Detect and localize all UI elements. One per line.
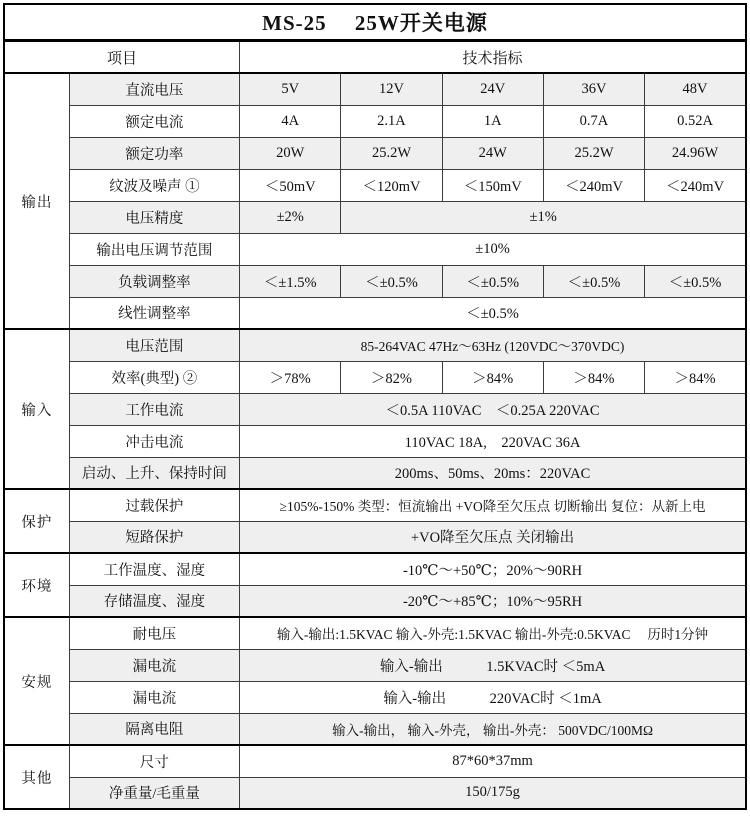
row-label: 工作温度、湿度: [69, 553, 239, 585]
spec-value-cell: ＜±0.5%: [645, 265, 746, 297]
spec-value-cell: ±2%: [240, 201, 341, 233]
row-label: 短路保护: [69, 521, 239, 553]
spec-value-cell: 150/175g: [240, 777, 746, 809]
spec-value-cell: ＜50mV: [240, 169, 341, 201]
group-label: 其他: [4, 745, 69, 809]
spec-value-cell: 200ms、50ms、20ms：220VAC: [240, 457, 746, 489]
group-label: 输入: [4, 329, 69, 489]
group-label: 环境: [4, 553, 69, 617]
spec-value-cell: ＜±1.5%: [240, 265, 341, 297]
table-row: [4, 713, 746, 745]
table-row: [4, 329, 746, 361]
row-label: 纹波及噪声 ①: [69, 169, 239, 201]
row-label: 额定电流: [69, 105, 239, 137]
row-label: 直流电压: [69, 73, 239, 105]
row-label: 线性调整率: [69, 297, 239, 329]
page-title: MS-25 25W开关电源: [4, 4, 746, 41]
spec-value-cell: 5V: [240, 73, 341, 105]
spec-value-cell: 36V: [543, 73, 644, 105]
spec-value-cell: ＜0.5A 110VAC ＜0.25A 220VAC: [240, 393, 746, 425]
spec-value-cell: 1A: [442, 105, 543, 137]
row-label: 工作电流: [69, 393, 239, 425]
spec-value-cell: ＜150mV: [442, 169, 543, 201]
row-label: 过载保护: [69, 489, 239, 521]
table-row: [4, 169, 746, 201]
row-label: 输出电压调节范围: [69, 233, 239, 265]
spec-value-cell: ≥105%-150% 类型：恒流输出 +VO降至欠压点 切断输出 复位：从新上电: [240, 489, 746, 521]
row-label: 耐电压: [69, 617, 239, 649]
spec-value-cell: ±10%: [240, 233, 746, 265]
group-label: 保护: [4, 489, 69, 553]
table-row: [4, 489, 746, 521]
spec-value-cell: 输入-输出 220VAC时 ＜1mA: [240, 681, 746, 713]
table-row: [4, 297, 746, 329]
spec-value-cell: 48V: [645, 73, 746, 105]
spec-value-cell: 输入-输出， 输入-外壳， 输出-外壳： 500VDC/100MΩ: [240, 713, 746, 745]
spec-sheet: [3, 3, 747, 810]
spec-value-cell: ＞84%: [645, 361, 746, 393]
spec-value-cell: ±1%: [341, 201, 746, 233]
spec-value-cell: 0.7A: [543, 105, 644, 137]
row-label: 净重量/毛重量: [69, 777, 239, 809]
spec-value-cell: 20W: [240, 137, 341, 169]
group-label: 安规: [4, 617, 69, 745]
row-label: 尺寸: [69, 745, 239, 777]
spec-table-body: [4, 73, 746, 809]
table-row: [4, 361, 746, 393]
row-label: 启动、上升、保持时间: [69, 457, 239, 489]
spec-value-cell: ＞82%: [341, 361, 442, 393]
table-row: [4, 265, 746, 297]
spec-value-cell: ＜±0.5%: [240, 297, 746, 329]
spec-value-cell: 2.1A: [341, 105, 442, 137]
row-label: 负载调整率: [69, 265, 239, 297]
spec-value-cell: 24V: [442, 73, 543, 105]
row-label: 额定功率: [69, 137, 239, 169]
row-label: 电压范围: [69, 329, 239, 361]
header-row: [4, 41, 746, 74]
spec-value-cell: ＞84%: [442, 361, 543, 393]
table-row: [4, 105, 746, 137]
table-row: [4, 233, 746, 265]
column-header-item: 项目: [4, 41, 240, 74]
spec-value-cell: 25.2W: [341, 137, 442, 169]
spec-value-cell: 12V: [341, 73, 442, 105]
table-row: [4, 745, 746, 777]
row-label: 冲击电流: [69, 425, 239, 457]
table-row: [4, 521, 746, 553]
table-row: [4, 585, 746, 617]
row-label: 漏电流: [69, 649, 239, 681]
row-label: 存储温度、湿度: [69, 585, 239, 617]
spec-value-cell: ＜±0.5%: [442, 265, 543, 297]
row-label: 效率(典型) ②: [69, 361, 239, 393]
spec-value-cell: 85-264VAC 47Hz～63Hz (120VDC～370VDC): [240, 329, 746, 361]
spec-value-cell: -20℃～+85℃；10%～95RH: [240, 585, 746, 617]
spec-value-cell: ＞78%: [240, 361, 341, 393]
spec-value-cell: 0.52A: [645, 105, 746, 137]
table-row: [4, 649, 746, 681]
table-row: [4, 681, 746, 713]
spec-value-cell: -10℃～+50℃；20%～90RH: [240, 553, 746, 585]
table-row: [4, 137, 746, 169]
table-row: [4, 777, 746, 809]
row-label: 隔离电阻: [69, 713, 239, 745]
table-row: [4, 425, 746, 457]
spec-value-cell: 25.2W: [543, 137, 644, 169]
spec-value-cell: 4A: [240, 105, 341, 137]
table-row: [4, 73, 746, 105]
spec-value-cell: +VO降至欠压点 关闭输出: [240, 521, 746, 553]
spec-value-cell: 24.96W: [645, 137, 746, 169]
group-label: 输出: [4, 73, 69, 329]
table-row: [4, 617, 746, 649]
spec-value-cell: ＜±0.5%: [341, 265, 442, 297]
row-label: 电压精度: [69, 201, 239, 233]
title-row: [4, 4, 746, 41]
column-header-spec: 技术指标: [240, 41, 746, 74]
spec-value-cell: ＜±0.5%: [543, 265, 644, 297]
spec-table: [3, 3, 747, 810]
row-label: 漏电流: [69, 681, 239, 713]
spec-value-cell: ＞84%: [543, 361, 644, 393]
table-row: [4, 393, 746, 425]
spec-value-cell: 输入-输出 1.5KVAC时 ＜5mA: [240, 649, 746, 681]
spec-value-cell: ＜240mV: [645, 169, 746, 201]
spec-value-cell: ＜120mV: [341, 169, 442, 201]
spec-value-cell: 24W: [442, 137, 543, 169]
spec-value-cell: 87*60*37mm: [240, 745, 746, 777]
spec-value-cell: 输入-输出:1.5KVAC 输入-外壳:1.5KVAC 输出-外壳:0.5KVAC 历时1分钟: [240, 617, 746, 649]
table-row: [4, 457, 746, 489]
table-row: [4, 201, 746, 233]
table-row: [4, 553, 746, 585]
spec-value-cell: 110VAC 18A, 220VAC 36A: [240, 425, 746, 457]
spec-value-cell: ＜240mV: [543, 169, 644, 201]
